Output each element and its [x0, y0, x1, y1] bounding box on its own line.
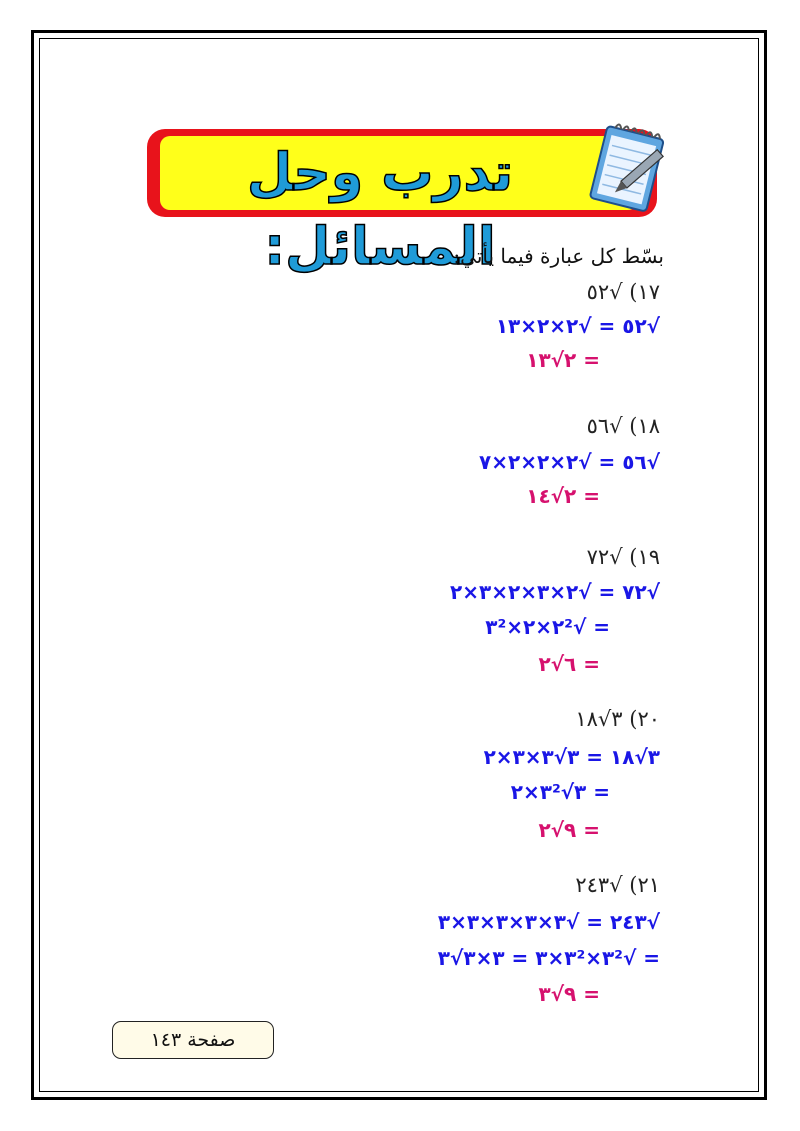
title-part-2: وحل المسائل: — [246, 143, 496, 277]
problem-18-step-1: √٥٦ = √٢×٢×٢×٧ — [479, 450, 660, 474]
problem-21-step-2: = √٣²×٣²×٣ = ٣×٣√٣ — [437, 946, 660, 970]
problem-19-step-1: √٧٢ = √٢×٣×٢×٣×٢ — [450, 580, 660, 604]
instruction-text: بسّط كل عبارة فيما يأتي: — [453, 244, 664, 268]
problem-19-label: ١٩) √٧٢ — [586, 545, 660, 569]
problem-18-answer: = ٢√١٤ — [526, 484, 600, 508]
problem-17-label: ١٧) √٥٢ — [586, 280, 660, 304]
problem-19-step-2: = √٢²×٢×٣² — [485, 615, 610, 639]
problem-21-step-1: √٢٤٣ = √٣×٣×٣×٣×٣ — [437, 910, 660, 934]
problem-18-label: ١٨) √٥٦ — [586, 414, 660, 438]
problem-19-answer: = ٦√٢ — [538, 652, 600, 676]
problem-20-step-2: = ٣√٣²×٢ — [510, 780, 610, 804]
problem-20-label: ٢٠) ٣√١٨ — [575, 707, 660, 731]
notepad-icon — [580, 118, 676, 218]
problem-17-answer: = ٢√١٣ — [526, 348, 600, 372]
title-part-1: تدرب — [381, 143, 514, 203]
problem-20-step-1: ٣√١٨ = ٣√٣×٣×٢ — [483, 745, 660, 769]
problem-21-answer: = ٩√٣ — [538, 982, 600, 1006]
problem-17-step-1: √٥٢ = √٢×٢×١٣ — [495, 314, 660, 338]
problem-20-answer: = ٩√٢ — [538, 818, 600, 842]
page-number: صفحة ١٤٣ — [150, 1029, 236, 1051]
problem-21-label: ٢١) √٢٤٣ — [575, 873, 660, 897]
